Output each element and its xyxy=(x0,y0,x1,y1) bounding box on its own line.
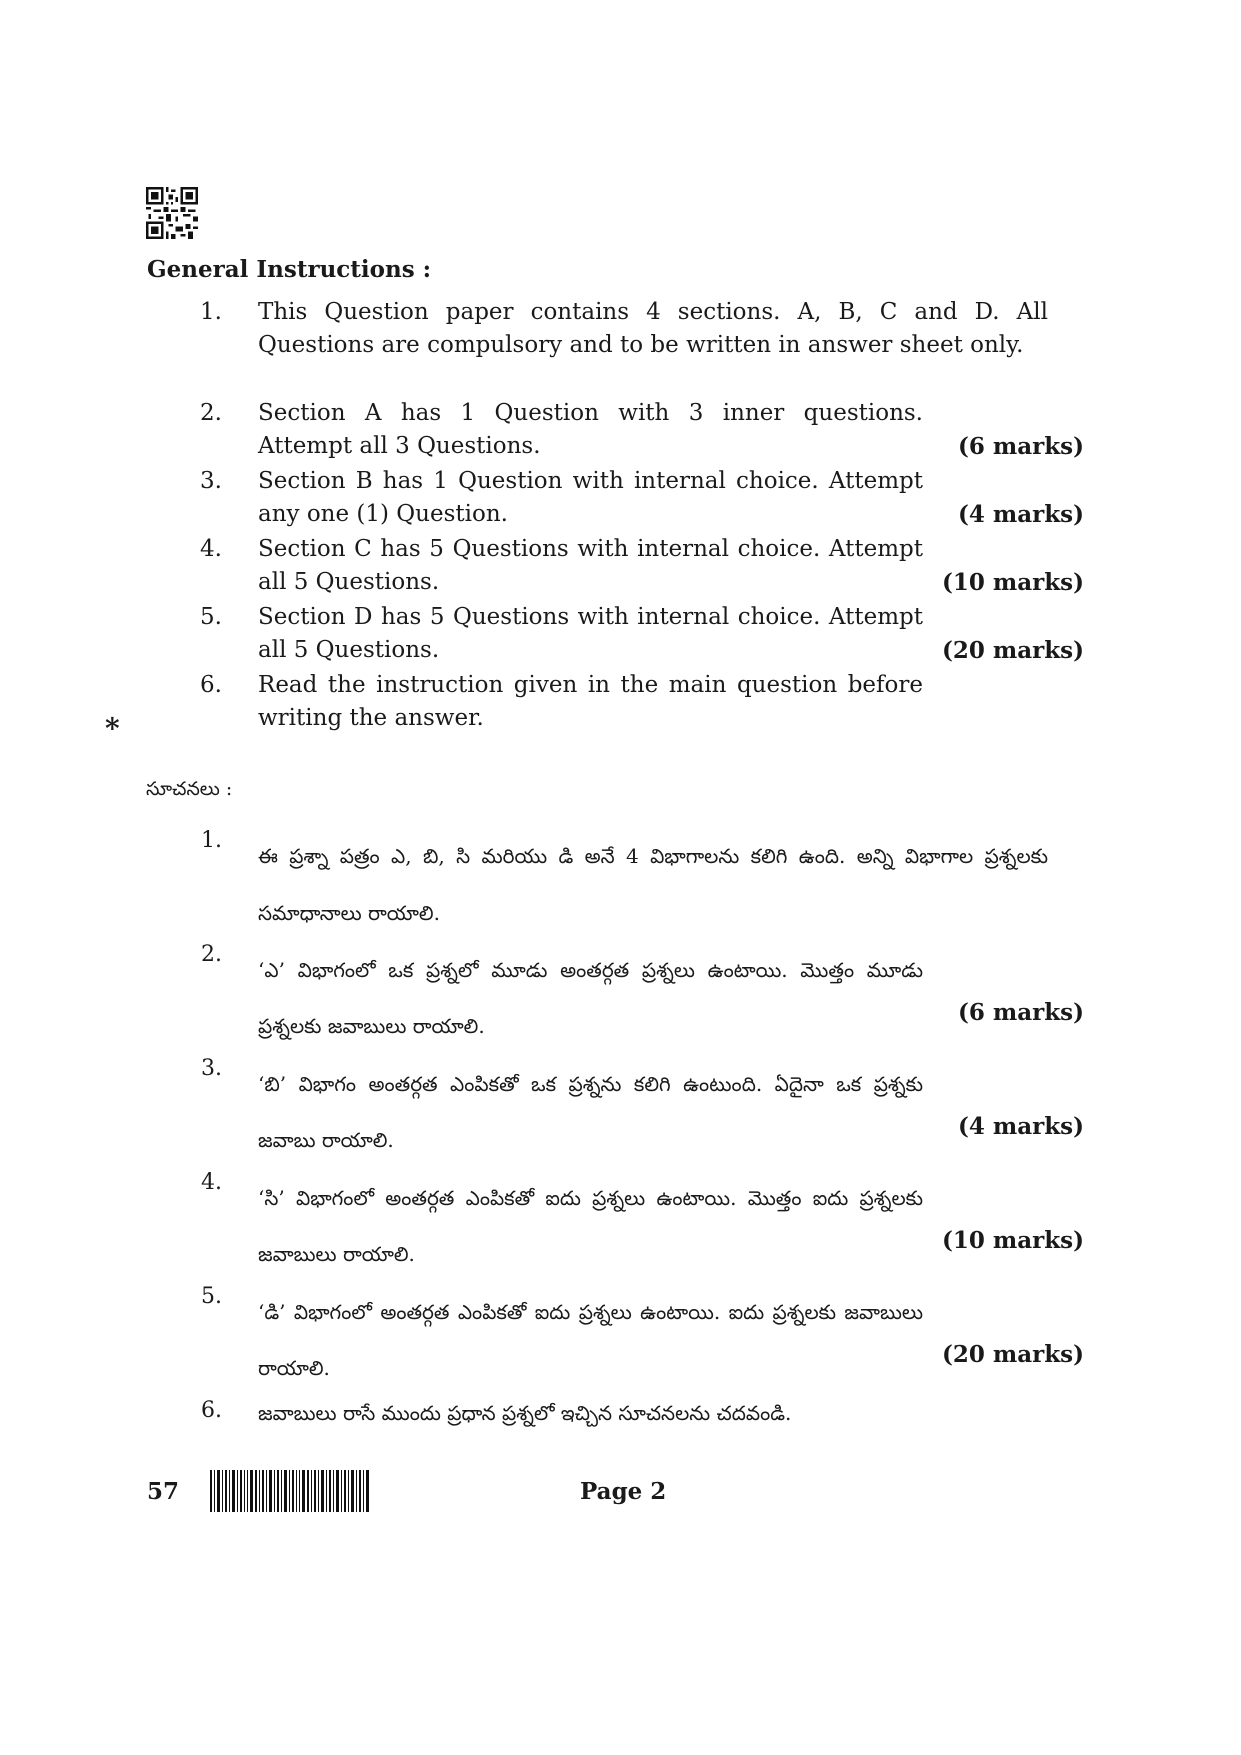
marks-label: (6 marks) xyxy=(957,999,1084,1026)
asterisk-mark: * xyxy=(105,712,120,745)
instruction-text: Read the instruction given in the main question before writing the answer. xyxy=(258,672,923,731)
telugu-instruction-number: 1. xyxy=(201,828,222,853)
instruction-text: Section D has 5 Questions with internal choice. Attempt all 5 Questions. xyxy=(258,604,923,663)
instruction-text: Section C has 5 Questions with internal choice. Attempt all 5 Questions. xyxy=(258,536,923,595)
telugu-instruction-number: 5. xyxy=(201,1284,222,1309)
telugu-instruction-text: ‘బి’ విభాగం అంతర్గత ఎంపికతో ఒక ప్రశ్నను కలిగి ఉంటుంది. ఏదైనా ఒక ప్రశ్నకు జవాబు రాయాలి. xyxy=(258,1072,923,1152)
instruction-number: 6. xyxy=(200,672,222,698)
marks-label: (10 marks) xyxy=(941,569,1084,596)
instruction-number: 3. xyxy=(200,468,222,494)
marks-label: (4 marks) xyxy=(957,1113,1084,1140)
instruction-text: Section B has 1 Question with internal choice. Attempt any one (1) Question. xyxy=(258,468,923,527)
instruction-number: 4. xyxy=(200,536,222,562)
telugu-instruction-text: ‘డి’ విభాగంలో అంతర్గత ఎంపికతో ఐదు ప్రశ్నలు ఉంటాయి. ఐదు ప్రశ్నలకు జవాబులు రాయాలి. xyxy=(258,1300,923,1380)
instruction-number: 5. xyxy=(200,604,222,630)
telugu-instruction-number: 4. xyxy=(201,1170,222,1195)
marks-label: (6 marks) xyxy=(957,433,1084,460)
marks-label: (10 marks) xyxy=(941,1227,1084,1254)
instruction-number: 2. xyxy=(200,400,222,426)
telugu-instruction-number: 3. xyxy=(201,1056,222,1081)
telugu-instructions-heading: సూచనలు : xyxy=(146,778,233,800)
telugu-instruction-text: ఈ ప్రశ్నా పత్రం ఎ, బి, సి మరియు డి అనే 4 విభాగాలను కలిగి ఉంది. అన్ని విభాగాల ప్రశ్నలకు సమాధానాలు రాయాలి. xyxy=(258,844,1048,925)
telugu-instruction-number: 6. xyxy=(201,1398,222,1423)
instruction-text: This Question paper contains 4 sections. A, B, C and D. All Questions are compulsory and to be written in answer sheet only. xyxy=(258,299,1048,358)
marks-label: (20 marks) xyxy=(941,637,1084,664)
telugu-instruction-text: ‘సి’ విభాగంలో అంతర్గత ఎంపికతో ఐదు ప్రశ్నలు ఉంటాయి. మొత్తం ఐదు ప్రశ్నలకు జవాబులు రాయాలి. xyxy=(258,1186,923,1266)
instruction-number: 1. xyxy=(200,299,222,325)
paper-code: 57 xyxy=(147,1478,180,1505)
marks-label: (4 marks) xyxy=(957,501,1084,528)
general-instructions-heading: General Instructions : xyxy=(147,256,432,283)
barcode xyxy=(210,1470,370,1512)
instruction-text: Section A has 1 Question with 3 inner questions. Attempt all 3 Questions. xyxy=(258,400,923,459)
telugu-instruction-number: 2. xyxy=(201,942,222,967)
telugu-instruction-text: ‘ఎ’ విభాగంలో ఒక ప్రశ్నలో మూడు అంతర్గత ప్రశ్నలు ఉంటాయి. మొత్తం మూడు ప్రశ్నలకు జవాబులు రాయాలి. xyxy=(258,958,923,1038)
telugu-instruction-text: జవాబులు రాసే ముందు ప్రధాన ప్రశ్నలో ఇచ్చిన సూచనలను చదవండి. xyxy=(258,1401,792,1425)
page-number: Page 2 xyxy=(580,1478,667,1505)
marks-label: (20 marks) xyxy=(941,1341,1084,1368)
